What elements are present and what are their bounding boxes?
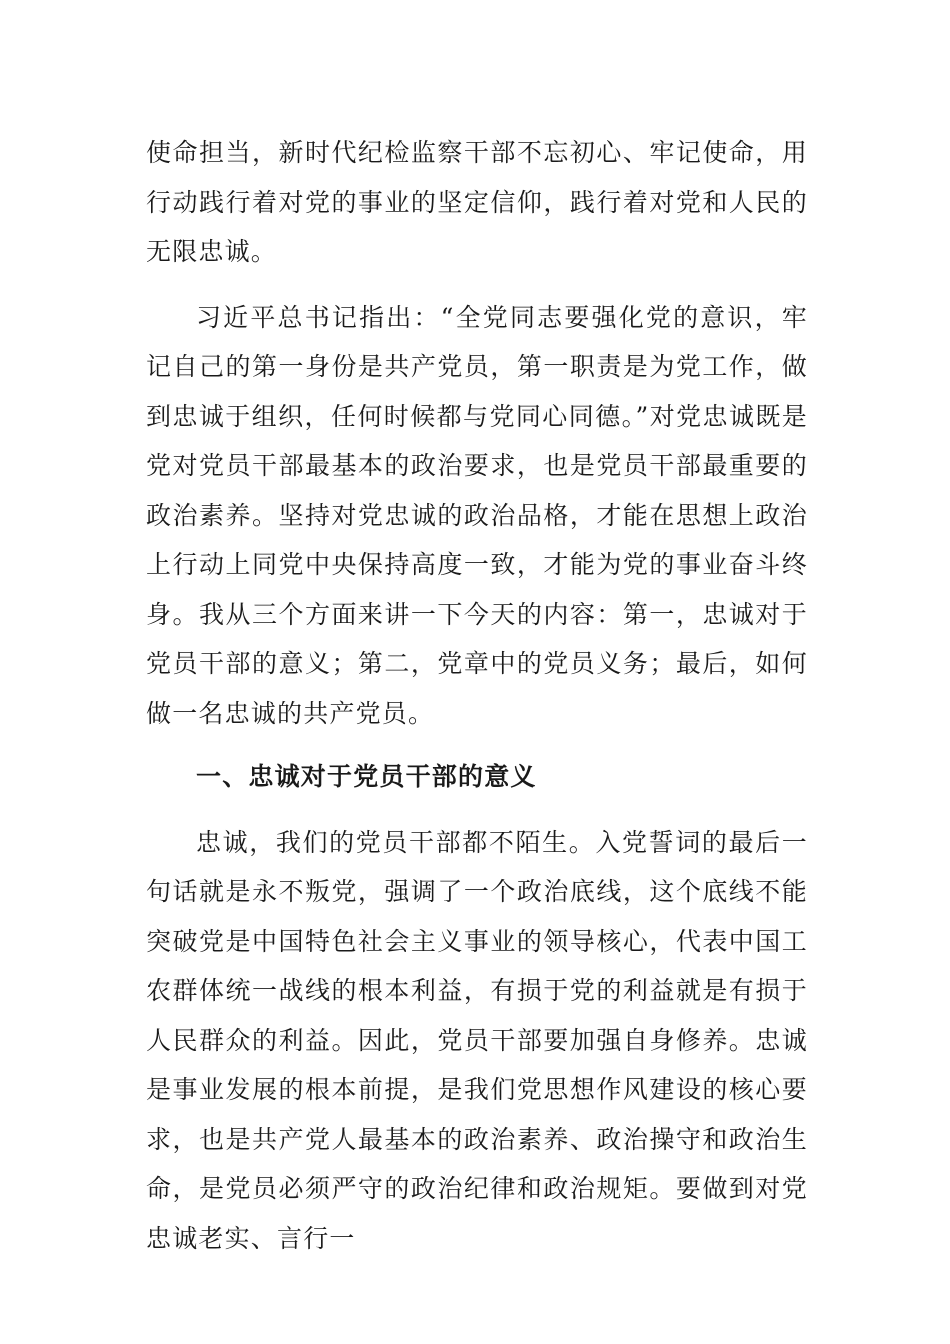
paragraph-continuation: 使命担当，新时代纪检监察干部不忘初心、牢记使命，用行动践行着对党的事业的坚定信仰，践行着对党和人民的无限忠诚。 <box>146 138 808 266</box>
paragraph-quote: 习近平总书记指出：“全党同志要强化党的意识，牢记自己的第一身份是共产党员，第一职责是为党工作，做到忠诚于组织，任何时候都与党同心同德。”对党忠诚既是党对党员干部最基本的政治要求，也是党员干部最重要的政治素养。坚持对党忠诚的政治品格，才能在思想上政治上行动上同党中央保持高度一致，才能为党的事业奋斗终身。我从三个方面来讲一下今天的内容：第一，忠诚对于党员干部的意义；第二，党章中的党员义务；最后，如何做一名忠诚的共产党员。 <box>146 302 808 728</box>
paragraph-section-body: 忠诚，我们的党员干部都不陌生。入党誓词的最后一句话就是永不叛党，强调了一个政治底线，这个底线不能突破党是中国特色社会主义事业的领导核心，代表中国工农群体统一战线的根本利益，有损于党的利益就是有损于人民群众的利益。因此，党员干部要加强自身修养。忠诚是事业发展的根本前提，是我们党思想作风建设的核心要求，也是共产党人最基本的政治素养、政治操守和政治生命，是党员必须严守的政治纪律和政治规矩。要做到对党忠诚老实、言行一 <box>146 827 808 1253</box>
section-heading: 一、忠诚对于党员干部的意义 <box>196 762 537 791</box>
document-page <box>146 128 808 1263</box>
